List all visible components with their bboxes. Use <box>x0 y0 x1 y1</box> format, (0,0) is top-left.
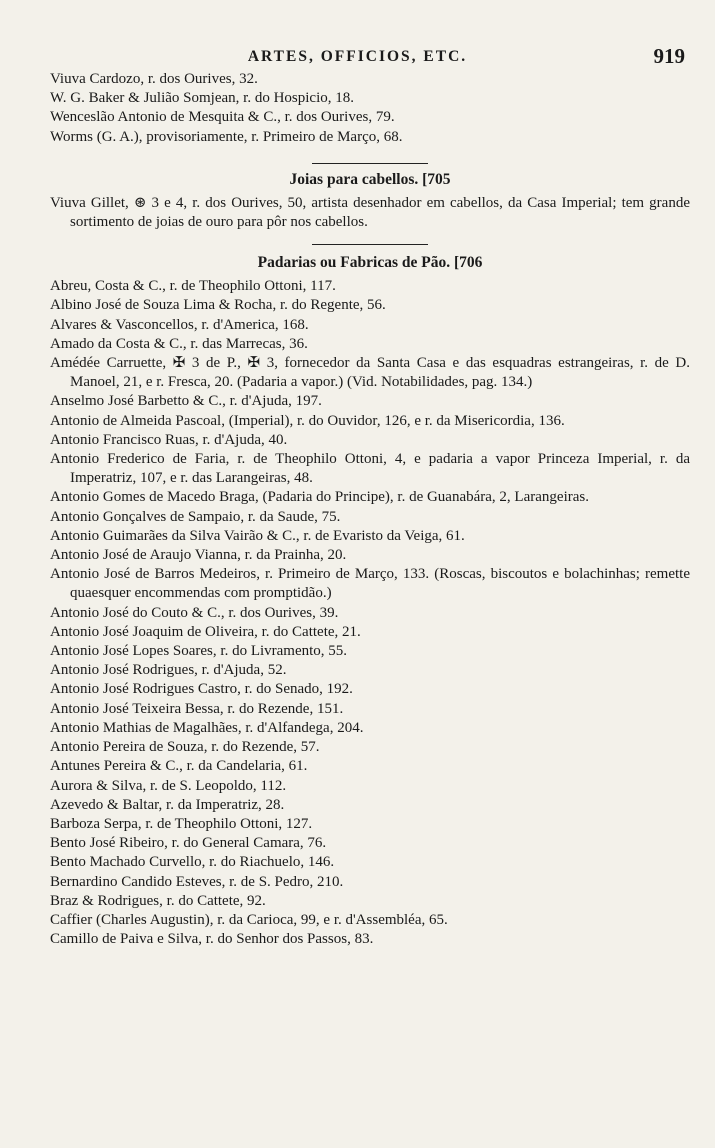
directory-entry: Azevedo & Baltar, r. da Imperatriz, 28. <box>50 796 285 813</box>
directory-entry: Viuva Cardozo, r. dos Ourives, 32. <box>50 71 258 87</box>
entry-list-top <box>50 70 690 147</box>
directory-entry: Antonio José Rodrigues, r. d'Ajuda, 52. <box>50 662 287 679</box>
directory-entry: Antonio Mathias de Magalhães, r. d'Alfandega, 204. <box>50 719 364 736</box>
directory-entry: Alvares & Vasconcellos, r. d'America, 168. <box>50 316 309 333</box>
entry-list-padarias <box>50 277 690 949</box>
directory-entry: Antonio Francisco Ruas, r. d'Ajuda, 40. <box>50 431 288 448</box>
directory-entry: Barboza Serpa, r. de Theophilo Ottoni, 127. <box>50 815 313 832</box>
directory-entry: Antonio José de Barros Medeiros, r. Primeiro de Março, 133. (Roscas, biscoutos e bolachinhas; remette quaesquer encommendas com promptidão.) <box>50 566 690 602</box>
directory-entry: Antonio José do Couto & C., r. dos Ourives, 39. <box>50 604 339 621</box>
section-title-joias: Joias para cabellos. [705 <box>289 170 451 188</box>
directory-entry: Antonio José Joaquim de Oliveira, r. do Cattete, 21. <box>50 623 361 640</box>
directory-entry: Camillo de Paiva e Silva, r. do Senhor dos Passos, 83. <box>50 931 374 948</box>
directory-entry: Antonio de Almeida Pascoal, (Imperial), r. do Ouvidor, 126, e r. da Misericordia, 136. <box>50 412 565 429</box>
directory-entry: Bernardino Candido Esteves, r. de S. Pedro, 210. <box>50 873 344 890</box>
directory-entry: Antonio José Rodrigues Castro, r. do Senado, 192. <box>50 681 353 698</box>
running-title: ARTES, OFFICIOS, ETC. <box>247 48 468 65</box>
directory-entry: Viuva Gillet, ⊛ 3 e 4, r. dos Ourives, 50, artista desenhador em cabellos, da Casa Imperial; tem grande sortimento de joias de ouro para pôr nos cabellos. <box>50 194 690 231</box>
directory-entry: Braz & Rodrigues, r. do Cattete, 92. <box>50 892 266 909</box>
directory-entry: Amédée Carruette, ✠ 3 de P., ✠ 3, fornecedor da Santa Casa e das esquadras estrangeiras, r. de D. Manoel, 21, e r. Fresca, 20. (Padaria a vapor.) (Vid. Notabilidades, pag. 134.) <box>50 355 690 391</box>
directory-entry: Bento Machado Curvello, r. do Riachuelo, 146. <box>50 854 335 871</box>
directory-entry: Antunes Pereira & C., r. da Candelaria, 61. <box>50 758 308 775</box>
directory-entry: Wenceslão Antonio de Mesquita & C., r. dos Ourives, 79. <box>50 109 395 126</box>
section-divider <box>312 163 428 164</box>
directory-entry: Antonio Gonçalves de Sampaio, r. da Saude, 75. <box>50 508 341 525</box>
directory-entry: Antonio José Teixeira Bessa, r. do Rezende, 151. <box>50 700 344 717</box>
directory-entry: Antonio Frederico de Faria, r. de Theophilo Ottoni, 4, e padaria a vapor Princeza Imperial, r. da Imperatriz, 107, e r. das Larangeiras, 48. <box>50 451 690 487</box>
directory-entry: Antonio José Lopes Soares, r. do Livramento, 55. <box>50 643 348 660</box>
directory-entry: Caffier (Charles Augustin), r. da Carioca, 99, e r. d'Assembléa, 65. <box>50 911 448 928</box>
directory-entry: Antonio José de Araujo Vianna, r. da Prainha, 20. <box>50 547 347 564</box>
directory-entry: W. G. Baker & Julião Somjean, r. do Hospicio, 18. <box>50 90 354 107</box>
directory-entry: Amado da Costa & C., r. das Marrecas, 36. <box>50 335 308 352</box>
directory-content <box>50 70 690 949</box>
directory-entry: Aurora & Silva, r. de S. Leopoldo, 112. <box>50 777 287 794</box>
directory-entry: Anselmo José Barbetto & C., r. d'Ajuda, 197. <box>50 393 322 410</box>
directory-entry: Antonio Guimarães da Silva Vairão & C., r. de Evaristo da Veiga, 61. <box>50 527 465 544</box>
page-number: 919 <box>653 44 685 68</box>
directory-entry: Abreu, Costa & C., r. de Theophilo Ottoni, 117. <box>50 278 336 295</box>
section-divider <box>312 244 428 245</box>
section-title-padarias: Padarias ou Fabricas de Pão. [706 <box>257 254 483 272</box>
entry-list-joias <box>50 194 690 232</box>
directory-entry: Albino José de Souza Lima & Rocha, r. do Regente, 56. <box>50 297 386 314</box>
directory-entry: Antonio Gomes de Macedo Braga, (Padaria do Principe), r. de Guanabára, 2, Larangeiras. <box>50 489 589 506</box>
directory-entry: Bento José Ribeiro, r. do General Camara, 76. <box>50 835 327 852</box>
directory-entry: Antonio Pereira de Souza, r. do Rezende, 57. <box>50 739 320 756</box>
directory-entry: Worms (G. A.), provisoriamente, r. Primeiro de Março, 68. <box>50 128 403 145</box>
